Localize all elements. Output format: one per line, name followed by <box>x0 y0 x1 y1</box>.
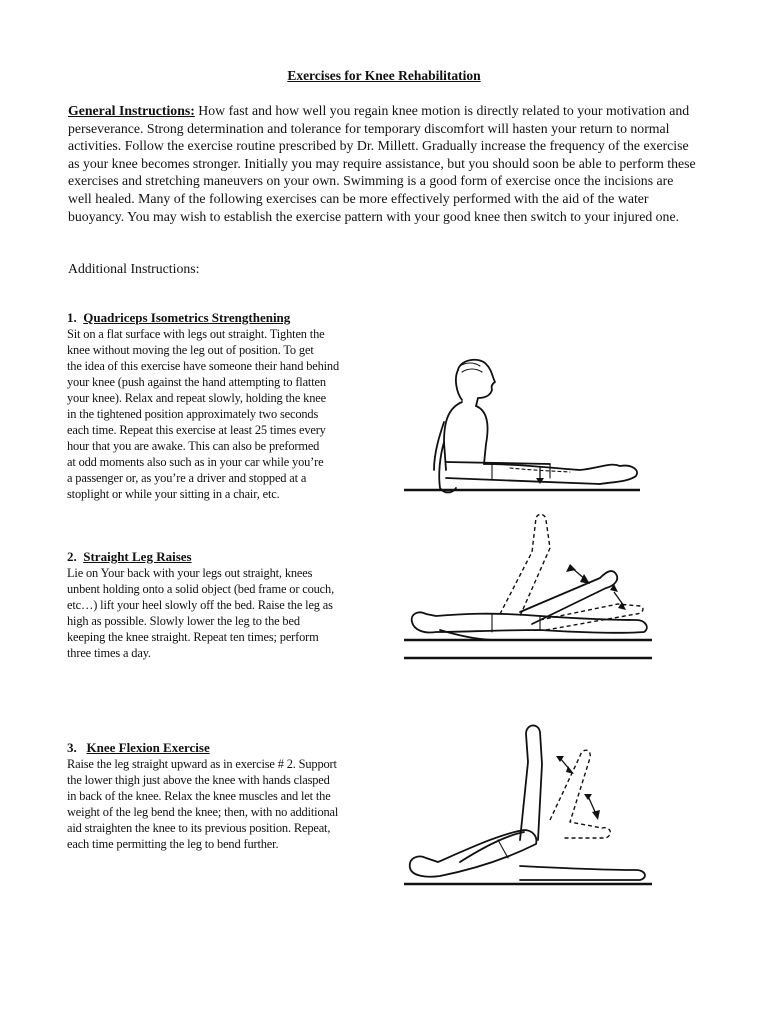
straight-leg-raise-illustration <box>400 508 658 688</box>
exercise-3 <box>67 740 387 852</box>
exercise-3-text: Raise the leg straight upward as in exercise # 2. Support the lower thigh just above the knee with hands clasped in back of the knee. Relax the knee muscles and let the weight of the leg bend the knee; then, with no additional aid straighten the knee to its previous position. Repeat, each time permitting the leg to bend further. <box>67 757 339 851</box>
seated-quad-isometric-illustration <box>400 352 650 507</box>
knee-flexion-illustration <box>400 716 658 899</box>
general-instructions <box>68 102 698 225</box>
exercise-1-heading <box>67 310 387 326</box>
exercise-2-number: 2. <box>67 549 77 564</box>
exercise-3-title: Knee Flexion Exercise <box>86 740 210 755</box>
exercise-2-title: Straight Leg Raises <box>83 549 192 564</box>
exercise-1 <box>67 310 387 502</box>
exercise-1-text: Sit on a flat surface with legs out straight. Tighten the knee without moving the leg out of position. To get the idea of this exercise have someone their hand behind your knee (push against the hand attempting to flatten your knee). Relax and repeat slowly, holding the knee in the tightened position approximately two seconds each time. Repeat this exercise at least 25 times every hour that you are awake. This can also be preformed at odd moments also such as in your car while you’re a passenger or, as you’re a driver and stopped at a stoplight or while your sitting in a chair, etc. <box>67 327 340 501</box>
seated-figure-svg <box>400 352 650 502</box>
additional-instructions-label: Additional Instructions: <box>68 261 200 276</box>
exercise-3-heading <box>67 740 387 756</box>
exercise-3-number: 3. <box>67 740 77 755</box>
exercise-2-text: Lie on Your back with your legs out straight, knees unbent holding onto a solid object (bed frame or couch, etc…) lift your heel slowly off the bed. Raise the leg as high as possible. Slowly lower the leg to the bed keeping the knee straight. Repeat ten times; perform three times a day. <box>67 566 335 660</box>
page-title: Exercises for Knee Rehabilitation <box>287 68 481 83</box>
leg-raise-svg <box>400 508 658 683</box>
exercise-1-number: 1. <box>67 310 77 325</box>
general-instructions-text: How fast and how well you regain knee motion is directly related to your motivation and perseverance. Strong determination and tolerance for temporary discomfort will hasten your return to normal activities. Follow the exercise routine prescribed by Dr. Millett. Gradually increase the frequency of the exercise as your knee becomes stronger. Initially you may require assistance, but you should soon be able to perform these exercises and stretching maneuvers on your own. Swimming is a good form of exercise once the incisions are well healed. Many of the following exercises can be more effectively performed with the aid of the water buoyancy. You may wish to establish the exercise pattern with your good knee then switch to your injured one. <box>68 103 696 224</box>
exercise-2 <box>67 549 387 661</box>
exercise-1-title: Quadriceps Isometrics Strengthening <box>83 310 291 325</box>
general-instructions-label: General Instructions: <box>68 103 195 118</box>
knee-flexion-svg <box>400 716 658 894</box>
exercise-2-heading <box>67 549 387 565</box>
